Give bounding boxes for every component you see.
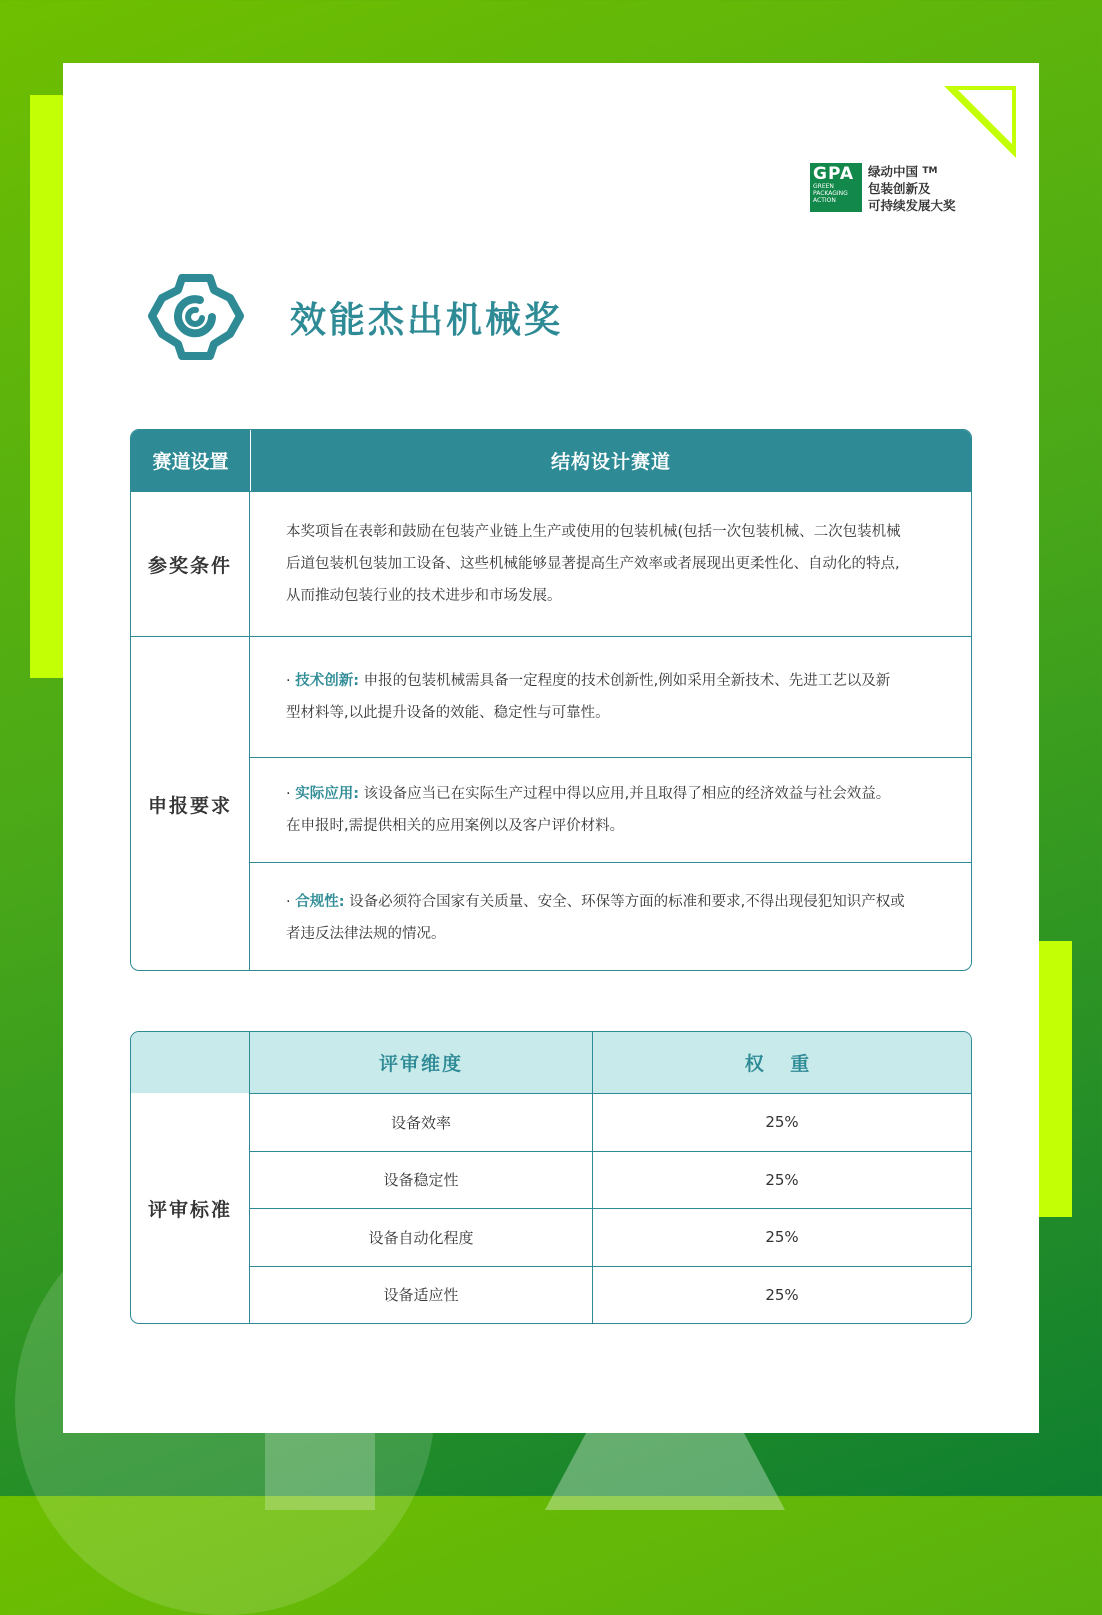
table-header [131, 430, 971, 491]
background-letter-shape [265, 1430, 375, 1510]
evaluation-criteria-table [130, 1031, 972, 1324]
eligibility-text: 本奖项旨在表彰和鼓励在包装产业链上生产或使用的包装机械(包括一次包装机械、二次包装机械 后道包装机包装加工设备、这些机械能够显著提高生产效率或者展现出更柔性化、自动化的特点, 从而推动包装行业的技术进步和市场发展。 [286, 524, 901, 604]
page-title: 效能杰出机械奖 [290, 300, 564, 341]
logo-text: 绿动中国 ™ 包装创新及 可持续发展大奖 [868, 164, 956, 213]
requirement-keyword: 实际应用: [295, 786, 360, 802]
requirements-label: 申报要求 [131, 637, 250, 971]
corner-triangle-icon [944, 86, 1016, 158]
requirements-row [131, 636, 971, 971]
accent-bar-right [1038, 941, 1072, 1217]
logo-mark: GPA GREEN PACKAGING ACTION [810, 163, 862, 212]
table-row: 设备适应性 25% [250, 1266, 971, 1324]
requirement-item: · 实际应用: 该设备应当已在实际生产过程中得以应用,并且取得了相应的经济效益与社会效益。 在申报时,需提供相关的应用案例以及客户评价材料。 [250, 757, 971, 862]
award-criteria-table [130, 429, 972, 971]
gpa-logo [810, 163, 956, 214]
table-row: 设备自动化程度 25% [250, 1208, 971, 1266]
evaluation-label: 评审标准 [147, 1198, 232, 1221]
track-name-header: 结构设计赛道 [550, 451, 671, 473]
requirement-keyword: 技术创新: [295, 673, 360, 689]
requirement-keyword: 合规性: [295, 893, 345, 910]
eligibility-row [131, 491, 971, 636]
dimension-header: 评审维度 [250, 1032, 593, 1093]
table-row: 设备效率 25% [250, 1093, 971, 1151]
eligibility-label: 参奖条件 [131, 492, 250, 636]
accent-bar-left [30, 95, 64, 678]
requirement-item: · 合规性: 设备必须符合国家有关质量、安全、环保等方面的标准和要求,不得出现侵犯知识产权或 者违反法律法规的情况。 [250, 862, 971, 971]
weight-header: 权 重 [744, 1053, 820, 1075]
table-row: 设备稳定性 25% [250, 1151, 971, 1209]
track-setting-header: 赛道设置 [131, 430, 251, 491]
requirement-item: · 技术创新: 申报的包装机械需具备一定程度的技术创新性,例如采用全新技术、先进工艺以及新 型材料等,以此提升设备的效能、稳定性与可靠性。 [286, 673, 891, 721]
table-header [250, 1032, 971, 1093]
background-letter-shape [545, 1420, 785, 1510]
gear-icon [146, 270, 246, 364]
